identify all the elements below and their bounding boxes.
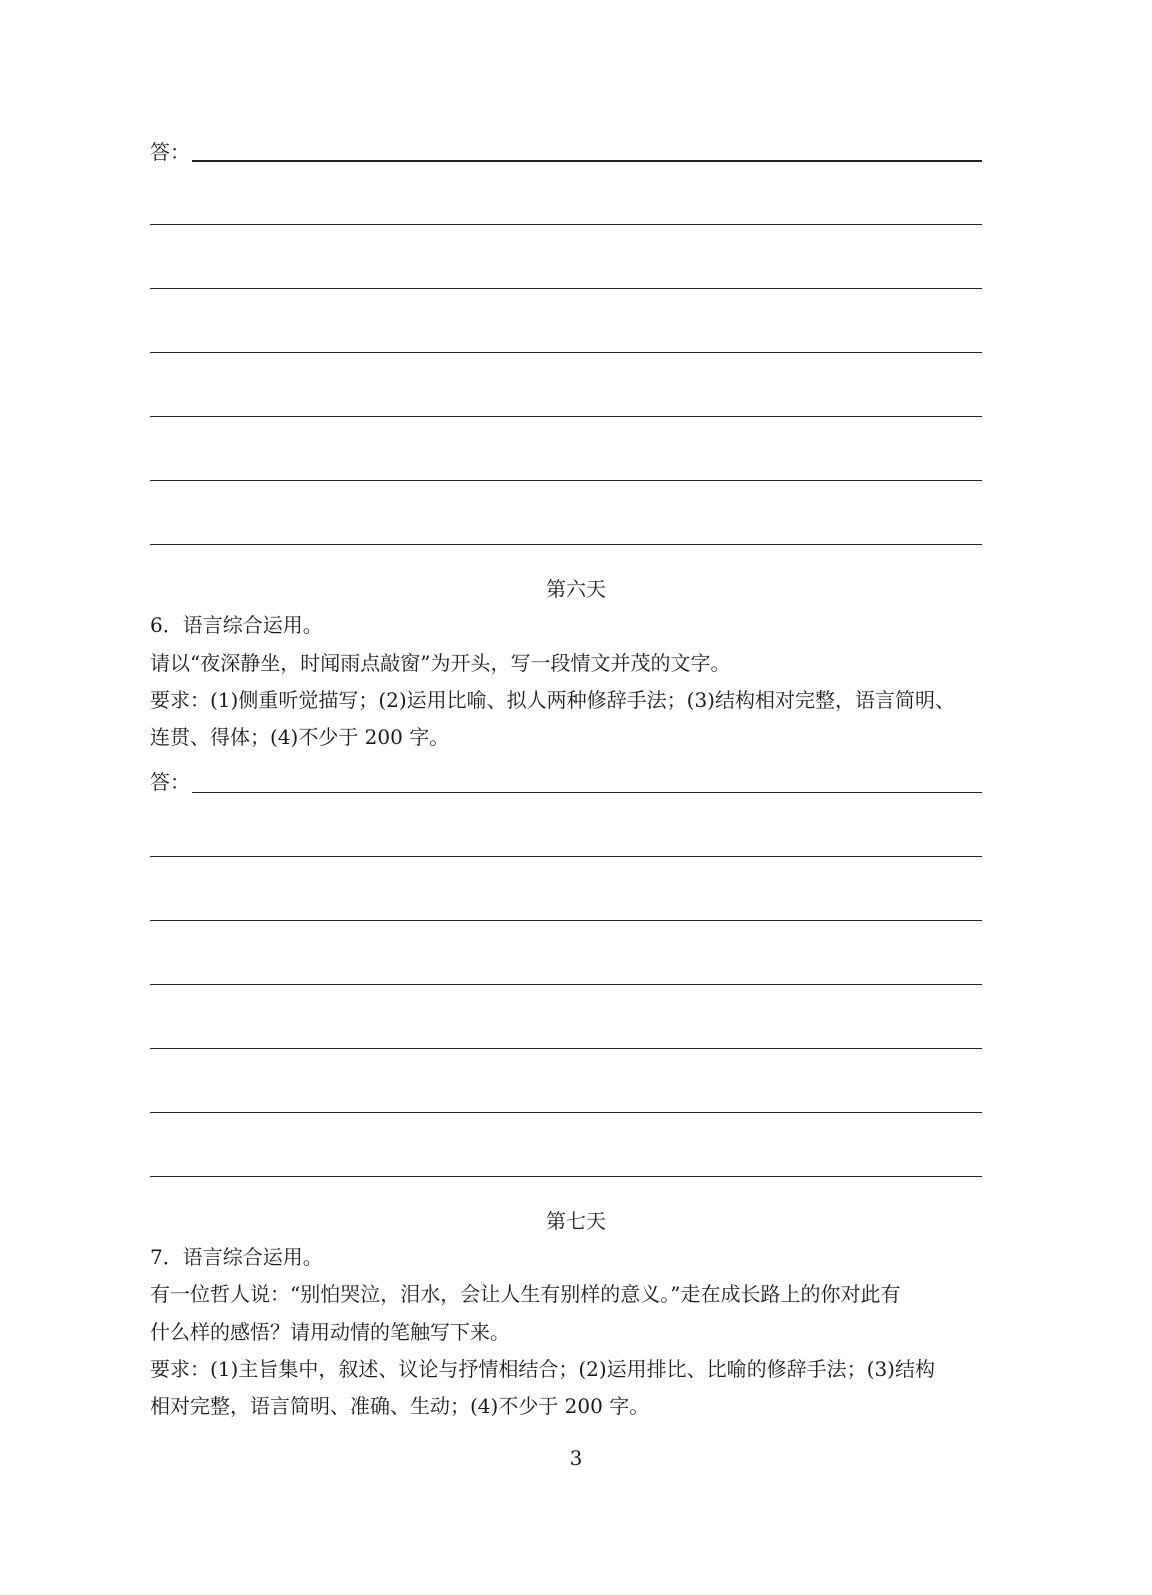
answer-line[interactable] <box>150 288 982 289</box>
answer-line[interactable] <box>150 1112 982 1113</box>
answer-line[interactable] <box>192 160 982 162</box>
day6-requirements-line1: 要求：(1)侧重听觉描写；(2)运用比喻、拟人两种修辞手法；(3)结构相对完整，语言简明、 <box>150 688 955 712</box>
day6-question: 6．语言综合运用。 <box>150 613 323 637</box>
answer-line[interactable] <box>150 856 982 857</box>
answer-line[interactable] <box>150 480 982 481</box>
answer-label-day6: 答： <box>150 770 190 794</box>
answer-line[interactable] <box>150 416 982 417</box>
answer-line[interactable] <box>192 792 982 793</box>
day7-prompt-line1: 有一位哲人说：“别怕哭泣，泪水，会让人生有别样的意义。”走在成长路上的你对此有 <box>150 1282 901 1306</box>
day6-requirements-line2: 连贯、得体；(4)不少于 200 字。 <box>150 725 450 749</box>
answer-line[interactable] <box>150 984 982 985</box>
day7-requirements-line1: 要求：(1)主旨集中，叙述、议论与抒情相结合；(2)运用排比、比喻的修辞手法；(3)结构 <box>150 1357 935 1381</box>
answer-line[interactable] <box>150 224 982 225</box>
answer-label-top: 答： <box>150 140 190 164</box>
day7-heading: 第七天 <box>546 1209 606 1233</box>
answer-line[interactable] <box>150 1048 982 1049</box>
answer-line[interactable] <box>150 544 982 545</box>
day7-prompt-line2: 什么样的感悟？请用动情的笔触写下来。 <box>150 1320 510 1344</box>
day7-question: 7．语言综合运用。 <box>150 1245 323 1269</box>
answer-line[interactable] <box>150 920 982 921</box>
page-number: 3 <box>569 1446 583 1470</box>
day6-heading: 第六天 <box>546 577 606 601</box>
answer-line[interactable] <box>150 352 982 353</box>
day7-requirements-line2: 相对完整，语言简明、准确、生动；(4)不少于 200 字。 <box>150 1394 650 1418</box>
answer-line[interactable] <box>150 1176 982 1177</box>
day6-prompt: 请以“夜深静坐，时闻雨点敲窗”为开头，写一段情文并茂的文字。 <box>150 651 731 675</box>
